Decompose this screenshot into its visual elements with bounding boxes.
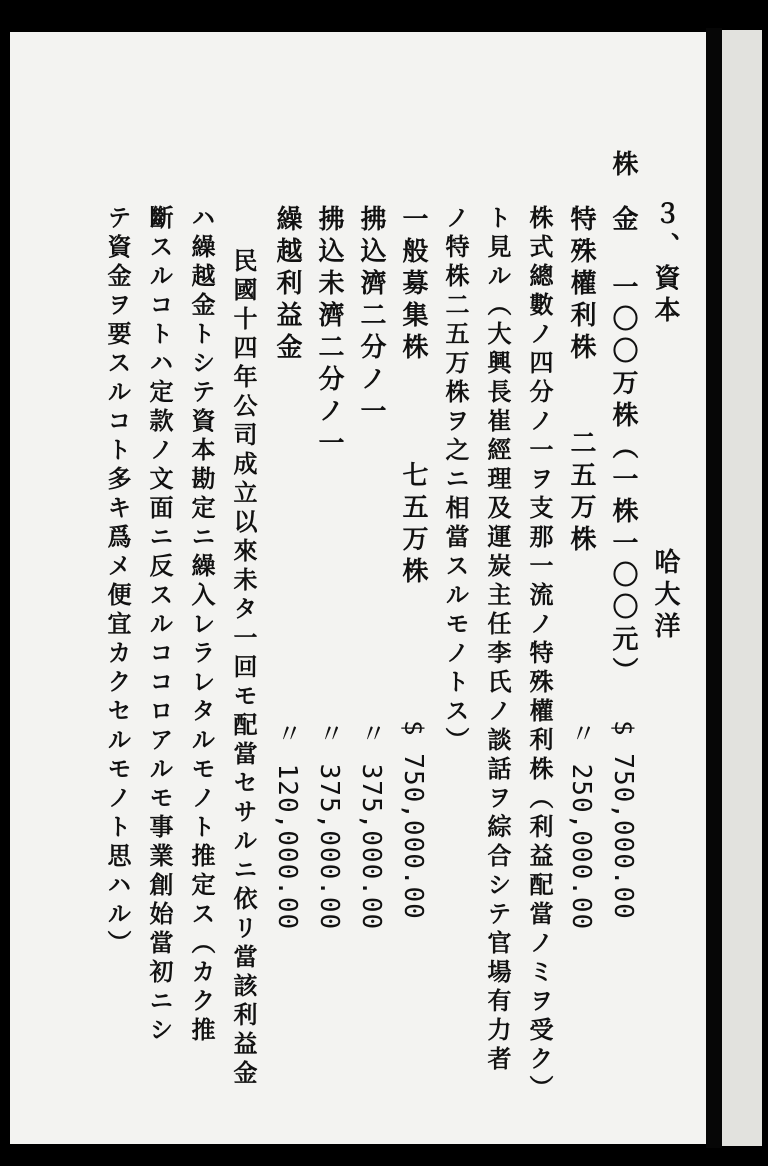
text-line-1: 金 一〇〇万株（一株一〇〇元） (608, 205, 638, 689)
amount-special-rights: 〃 250,000.00 (566, 720, 596, 931)
text-line-8: 拂込未濟二分ノ一 (314, 205, 344, 461)
text-line-2: 特殊權利株 二五万株 (566, 205, 596, 557)
text-line-6: 一般募集株 七五万株 (398, 205, 428, 589)
text-line-13: テ資金ヲ要スルコト多キ爲メ便宜カクセルモノト思ハル） (103, 205, 132, 959)
amount-paid-in: 〃 375,000.00 (356, 720, 386, 931)
amount-general-shares: $ 750,000.00 (398, 720, 428, 920)
amount-retained-earnings: 〃 120,000.00 (272, 720, 302, 931)
adjacent-page-strip (722, 30, 762, 1146)
author-name: 哈大洋 (650, 548, 680, 644)
text-line-12: 斷スルコトハ定款ノ文面ニ反スルココロアルモ事業創始當初ニシ (145, 205, 174, 1046)
text-line-9: 繰越利益金 (272, 205, 302, 365)
text-line-10: 民國十四年公司成立以來未タ一回モ配當セサルニ依リ當該利益金 (229, 248, 258, 1089)
text-line-4: ト見ル（大興長崔經理及運炭主任李氏ノ談話ヲ綜合シテ官場有力者 (483, 205, 512, 1075)
amount-capital: $ 750,000.00 (608, 720, 638, 920)
text-line-3: 株式總數ノ四分ノ一ヲ支那一流ノ特殊權利株（利益配當ノミヲ受ク） (525, 205, 554, 1104)
section-heading: ３、資本 (650, 200, 680, 328)
text-column-kabu: 株 (608, 150, 638, 182)
text-line-11: ハ繰越金トシテ資本勘定ニ繰入レラレタルモノト推定ス（カク推 (187, 205, 216, 1046)
amount-unpaid: 〃 375,000.00 (314, 720, 344, 931)
text-line-7: 拂込濟二分ノ一 (356, 205, 386, 429)
text-line-5: ノ特株二五万株ヲ之ニ相當スルモノトス） (441, 205, 470, 756)
page-binding-edge (706, 28, 722, 1148)
